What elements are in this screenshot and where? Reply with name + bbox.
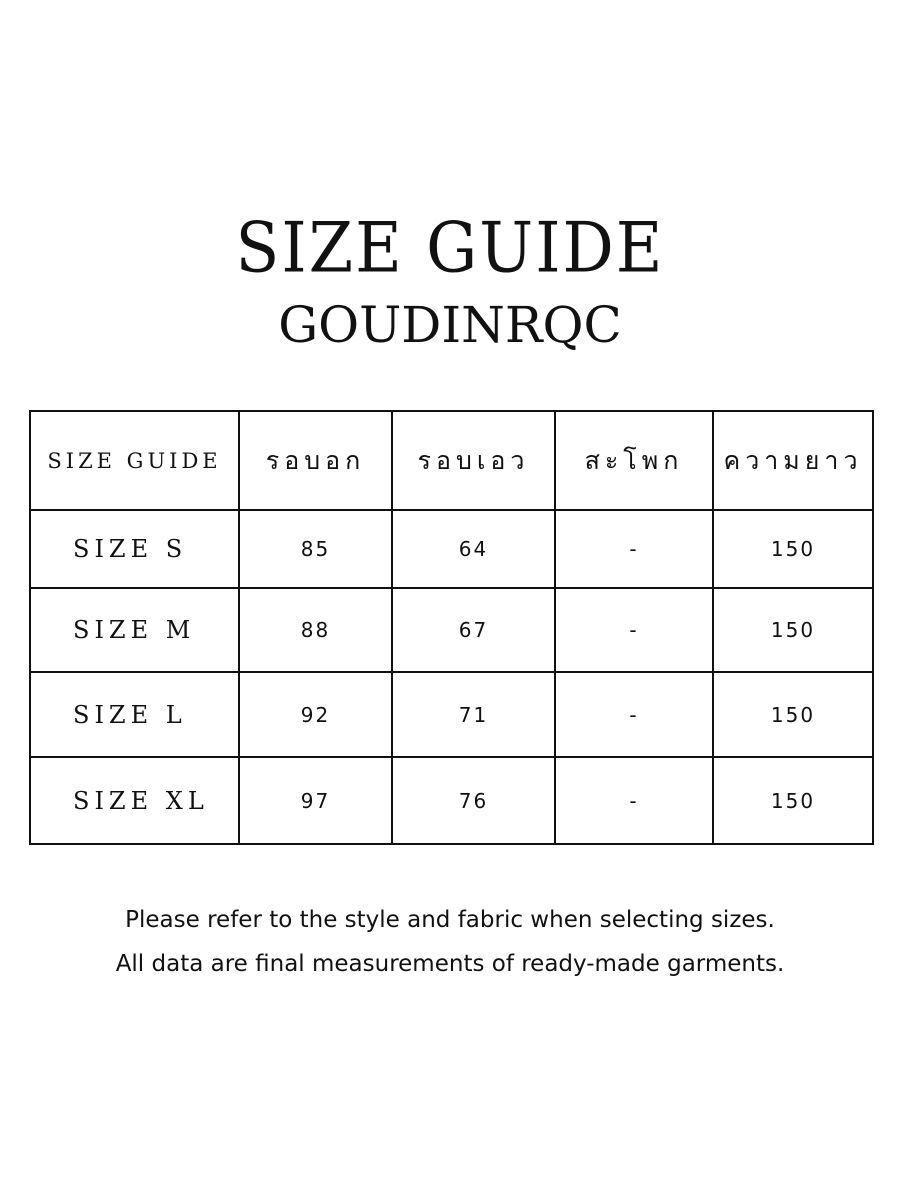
header-hip: สะโพก: [555, 411, 713, 510]
header-length: ความยาว: [713, 411, 873, 510]
chest-cell: 88: [239, 588, 392, 672]
header-waist: รอบเอว: [392, 411, 555, 510]
length-cell: 150: [713, 672, 873, 757]
brand-name: GOUDINRQC: [278, 296, 622, 354]
length-cell: 150: [713, 757, 873, 844]
waist-cell: 67: [392, 588, 555, 672]
note-text: All data are final measurements of ready-made garments.: [115, 951, 785, 977]
length-cell: 150: [713, 588, 873, 672]
table-row: [30, 672, 873, 757]
hip-cell: -: [555, 672, 713, 757]
waist-cell: 64: [392, 510, 555, 588]
chest-cell: 92: [239, 672, 392, 757]
header-size-guide: SIZE GUIDE: [30, 411, 239, 510]
table-row: [30, 757, 873, 844]
page-title: SIZE GUIDE: [235, 209, 665, 289]
chest-cell: 97: [239, 757, 392, 844]
size-table: [29, 410, 874, 845]
hip-cell: -: [555, 757, 713, 844]
hip-cell: -: [555, 510, 713, 588]
waist-cell: 71: [392, 672, 555, 757]
hip-cell: -: [555, 588, 713, 672]
table-row: [30, 588, 873, 672]
chest-cell: 85: [239, 510, 392, 588]
note-text: Please refer to the style and fabric when selecting sizes.: [125, 907, 775, 933]
size-cell: SIZE XL: [30, 757, 239, 844]
table-header-row: [30, 411, 873, 510]
length-cell: 150: [713, 510, 873, 588]
header-chest: รอบอก: [239, 411, 392, 510]
size-cell: SIZE M: [30, 588, 239, 672]
waist-cell: 76: [392, 757, 555, 844]
table-row: [30, 510, 873, 588]
size-cell: SIZE L: [30, 672, 239, 757]
size-cell: SIZE S: [30, 510, 239, 588]
